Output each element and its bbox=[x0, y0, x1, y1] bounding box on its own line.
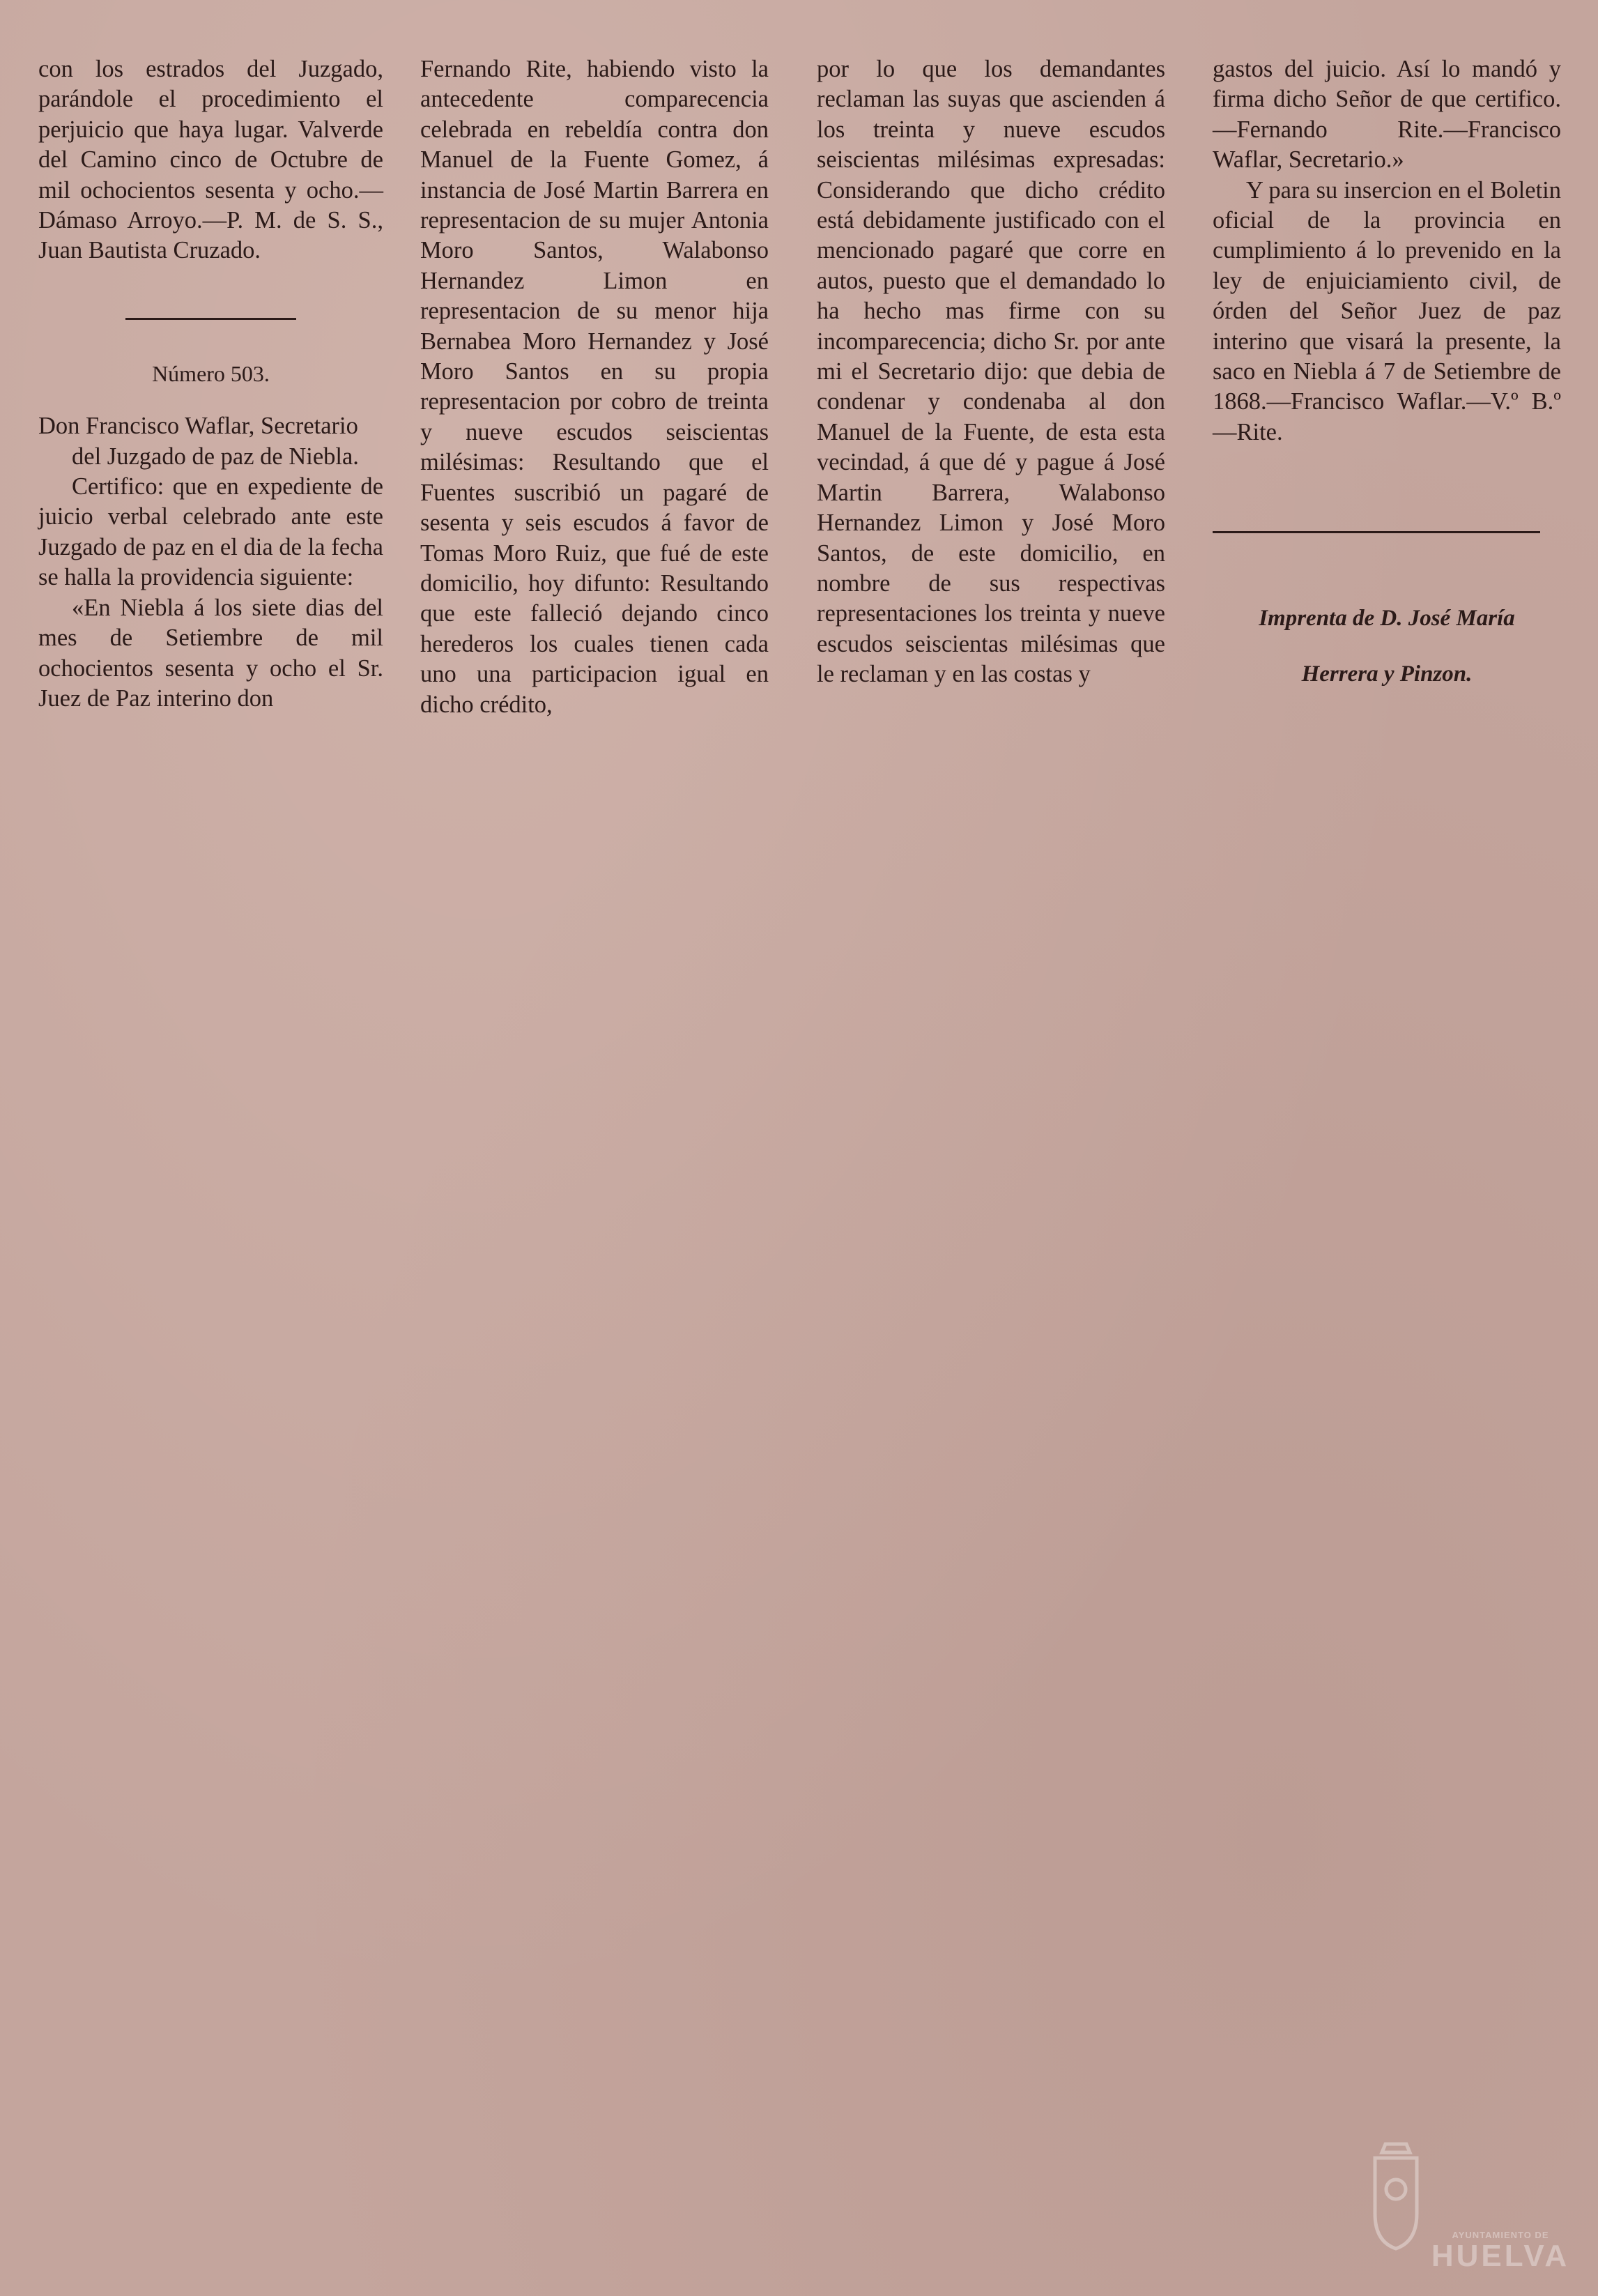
column-1 bbox=[38, 54, 383, 714]
imprint bbox=[1213, 590, 1561, 702]
publication-paragraph: Y para su insercion en el Boletin oficial de la provincia en cumplimiento á lo prevenido en la ley de enjuiciamiento civil, de órden del Señor Juez de paz interino que visará la presente, la saco en Niebla á 7 de Setiembre de 1868.—Francisco Waflar.—V.º B.º—Rite. bbox=[1213, 176, 1561, 445]
column-2-text: Fernando Rite, habiendo visto la antecedente comparecencia celebrada en rebeldía contra don Manuel de la Fuente Gomez, á instancia de José Martin Barrera en representacion de su mujer Antonia Moro Santos, Walabonso Hernandez Limon en representacion de su menor hija Bernabea Moro Hernandez y José Moro Santos en su propia representacion por cobro de treinta y nueve escudos seiscientas milésimas: Resultando que el Fuentes suscribió un pagaré de sesenta y seis escudos á favor de Tomas Moro Ruiz, que fué de este domicilio, hoy difunto: Resultando que este falleció dejando cinco herederos los cuales tienen cada uno una participacion igual en dicho crédito, bbox=[420, 56, 769, 718]
footer-divider bbox=[1213, 531, 1540, 533]
quote-paragraph: «En Niebla á los siete dias del mes de Setiembre de mil ochocientos sesenta y ocho el Sr. Juez de Paz interino don bbox=[38, 594, 383, 712]
closing-paragraph: gastos del juicio. Así lo mandó y firma dicho Señor de que certifico.—Fernando Rite.—Francisco Waflar, Secretario.» bbox=[1213, 56, 1561, 174]
intro-paragraph: con los estrados del Juzgado, parándole el procedimiento el perjuicio que haya lugar. Valverde del Camino cinco de Octubre de mil ochocientos sesenta y ocho.—Dámaso Arroyo.—P. M. de S. S., Juan Bautista Cruzado. bbox=[38, 56, 383, 264]
watermark-small-text: AYUNTAMIENTO DE bbox=[1452, 2230, 1549, 2240]
column-3 bbox=[817, 54, 1165, 690]
imprint-line-1: Imprenta de D. José María bbox=[1259, 606, 1515, 632]
certifico-paragraph: Certifico: que en expediente de juicio verbal celebrado ante este Juzgado de paz en el dia de la fecha se halla la providencia siguiente: bbox=[38, 473, 383, 591]
number-heading: Número 503. bbox=[152, 360, 270, 386]
column-2 bbox=[420, 54, 769, 720]
imprint-line-2: Herrera y Pinzon. bbox=[1301, 661, 1473, 687]
watermark-text bbox=[1431, 2230, 1570, 2272]
column-4 bbox=[1213, 54, 1561, 702]
column-3-text: por lo que los demandantes reclaman las suyas que ascienden á los treinta y nueve escudos seiscientas milésimas expresadas: Considerando que dicho crédito está debidamente justificado con el mencionado pagaré que corre en autos, puesto que el demandado lo ha hecho mas firme con su incomparecencia; dicho Sr. por ante mi el Secretario dijo: que debia de condenar y condenaba al don Manuel de la Fuente, de esta esta vecindad, á que dé y pague á José Martin Barrera, Walabonso Hernandez Limon y José Moro Santos, de este domicilio, en nombre de sus respectivas representaciones los treinta y nueve escudos seiscientas milésimas que le reclaman y en las costas y bbox=[817, 56, 1165, 688]
section-divider bbox=[125, 318, 296, 320]
author-line: Don Francisco Waflar, Secretario del Juzgado de paz de Niebla. bbox=[38, 413, 359, 470]
watermark-big-text: HUELVA bbox=[1431, 2239, 1570, 2273]
